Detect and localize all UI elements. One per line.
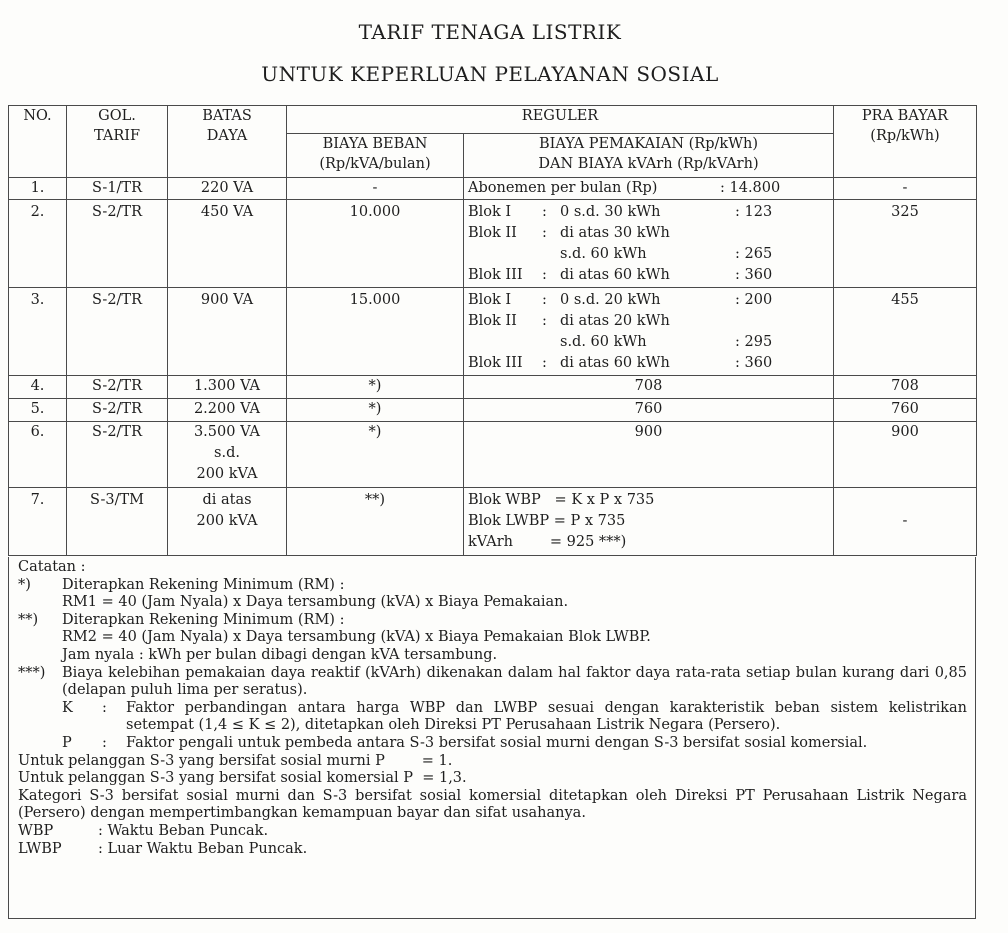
note-3: ***) Biaya kelebihan pemakaian daya reaktif (kVArh) dikenakan dalam hal faktor daya rata-rata setiap bulan kurang dari 0,85 (delapan puluh lima per seratus).	[18, 664, 967, 699]
formula-line: kVArh = 925 ***)	[468, 534, 627, 550]
block-line: Blok I : 0 s.d. 30 kWh : 123	[468, 204, 773, 220]
formula-line: Blok WBP = K x P x 735	[468, 492, 655, 508]
block-line: Blok III : di atas 60 kWh : 360	[468, 267, 773, 283]
row-prabayar: -	[834, 488, 977, 556]
row-gol: S-1/TR	[67, 178, 168, 200]
formula-line: Blok LWBP = P x 735	[468, 513, 626, 529]
row-no: 6.	[9, 422, 67, 488]
note-k: K : Faktor perbandingan antara harga WBP dan LWBP sesuai dengan karakteristik beban sistem kelistrikan setempat (1,4 ≤ K ≤ 2), ditetapkan oleh Direksi PT Perusahaan Listrik Negara (Persero).	[62, 699, 967, 734]
table-row	[9, 200, 977, 288]
row-pemakaian	[464, 288, 834, 376]
table-row	[9, 178, 977, 200]
row-no: 5.	[9, 399, 67, 422]
note-2-jam-nyala: Jam nyala : kWh per bulan dibagi dengan kVA tersambung.	[62, 646, 498, 663]
row-pemakaian: 708	[464, 376, 834, 399]
row-no: 7.	[9, 488, 67, 556]
row-beban: *)	[287, 376, 464, 399]
row-beban: **)	[287, 488, 464, 556]
row-batas: di atas 200 kVA	[168, 488, 287, 556]
table-row	[9, 376, 977, 399]
note-lwbp: LWBP : Luar Waktu Beban Puncak.	[18, 840, 308, 857]
row-prabayar: 900	[834, 422, 977, 488]
row-gol: S-2/TR	[67, 288, 168, 376]
note-p: P : Faktor pengali untuk pembeda antara S-3 bersifat sosial murni dengan S-3 bersifat sosial komersial.	[62, 734, 868, 751]
row-no: 3.	[9, 288, 67, 376]
row-pemakaian	[464, 488, 834, 556]
note-2-text: RM2 = 40 (Jam Nyala) x Daya tersambung (kVA) x Biaya Pemakaian Blok LWBP.	[62, 629, 651, 646]
header-batas-daya: BATAS DAYA	[168, 106, 287, 178]
block-line: Blok II : di atas 20 kWh	[468, 313, 670, 329]
header-gol-tarif: GOL. TARIF	[67, 106, 168, 178]
block-line: s.d. 60 kWh : 295	[560, 334, 773, 350]
row-no: 4.	[9, 376, 67, 399]
note-1: *) Diterapkan Rekening Minimum (RM) :	[18, 576, 345, 593]
row-beban: 15.000	[287, 288, 464, 376]
row-gol: S-2/TR	[67, 376, 168, 399]
note-wbp: WBP : Waktu Beban Puncak.	[18, 822, 269, 839]
row-beban: -	[287, 178, 464, 200]
row-pemakaian: 900	[464, 422, 834, 488]
row-prabayar: 455	[834, 288, 977, 376]
row-prabayar: 708	[834, 376, 977, 399]
row-beban: 10.000	[287, 200, 464, 288]
note-murni: Untuk pelanggan S-3 yang bersifat sosial murni P = 1.	[18, 752, 453, 769]
row-beban: *)	[287, 422, 464, 488]
page-subtitle: UNTUK KEPERLUAN PELAYANAN SOSIAL	[261, 62, 719, 86]
row-pemakaian: 760	[464, 399, 834, 422]
table-row	[9, 399, 977, 422]
row-no: 1.	[9, 178, 67, 200]
row-prabayar: 325	[834, 200, 977, 288]
row-beban: *)	[287, 399, 464, 422]
row-gol: S-2/TR	[67, 422, 168, 488]
block-line: Blok I : 0 s.d. 20 kWh : 200	[468, 292, 773, 308]
notes-heading: Catatan :	[18, 559, 86, 575]
row-no: 2.	[9, 200, 67, 288]
header-reguler: REGULER	[287, 106, 834, 134]
abonemen-value: : 14.800	[720, 180, 781, 196]
note-komersial: Untuk pelanggan S-3 yang bersifat sosial komersial P = 1,3.	[18, 770, 467, 787]
row-prabayar: -	[834, 178, 977, 200]
row-gol: S-3/TM	[67, 488, 168, 556]
note-1-text: RM1 = 40 (Jam Nyala) x Daya tersambung (kVA) x Biaya Pemakaian.	[62, 594, 569, 611]
block-line: Blok II : di atas 30 kWh	[468, 225, 670, 241]
row-pemakaian	[464, 200, 834, 288]
header-biaya-pemakaian: BIAYA PEMAKAIAN (Rp/kWh) DAN BIAYA kVArh (Rp/kVArh)	[464, 134, 834, 178]
row-gol: S-2/TR	[67, 399, 168, 422]
row-batas: 3.500 VA s.d. 200 kVA	[168, 422, 287, 488]
tariff-table	[8, 105, 977, 556]
row-batas: 900 VA	[168, 288, 287, 376]
block-line: s.d. 60 kWh : 265	[560, 246, 773, 262]
header-biaya-beban: BIAYA BEBAN (Rp/kVA/bulan)	[287, 134, 464, 178]
note-kategori: Kategori S-3 bersifat sosial murni dan S-3 bersifat sosial komersial ditetapkan oleh Direksi PT Perusahaan Listrik Negara (Persero) dengan mempertimbangkan kemampuan bayar dan sifat usahanya.	[18, 787, 967, 822]
notes-section	[8, 557, 976, 919]
header-no: NO.	[9, 106, 67, 178]
row-batas: 450 VA	[168, 200, 287, 288]
row-pemakaian	[464, 178, 834, 200]
row-batas: 1.300 VA	[168, 376, 287, 399]
header-pra-bayar: PRA BAYAR (Rp/kWh)	[834, 106, 977, 178]
page-title: TARIF TENAGA LISTRIK	[358, 20, 622, 44]
abonemen-label: Abonemen per bulan (Rp)	[468, 180, 658, 196]
note-2: **) Diterapkan Rekening Minimum (RM) :	[18, 611, 345, 628]
table-row	[9, 422, 977, 488]
row-batas: 220 VA	[168, 178, 287, 200]
row-gol: S-2/TR	[67, 200, 168, 288]
row-batas: 2.200 VA	[168, 399, 287, 422]
table-row	[9, 488, 977, 556]
row-prabayar: 760	[834, 399, 977, 422]
block-line: Blok III : di atas 60 kWh : 360	[468, 355, 773, 371]
table-row	[9, 288, 977, 376]
